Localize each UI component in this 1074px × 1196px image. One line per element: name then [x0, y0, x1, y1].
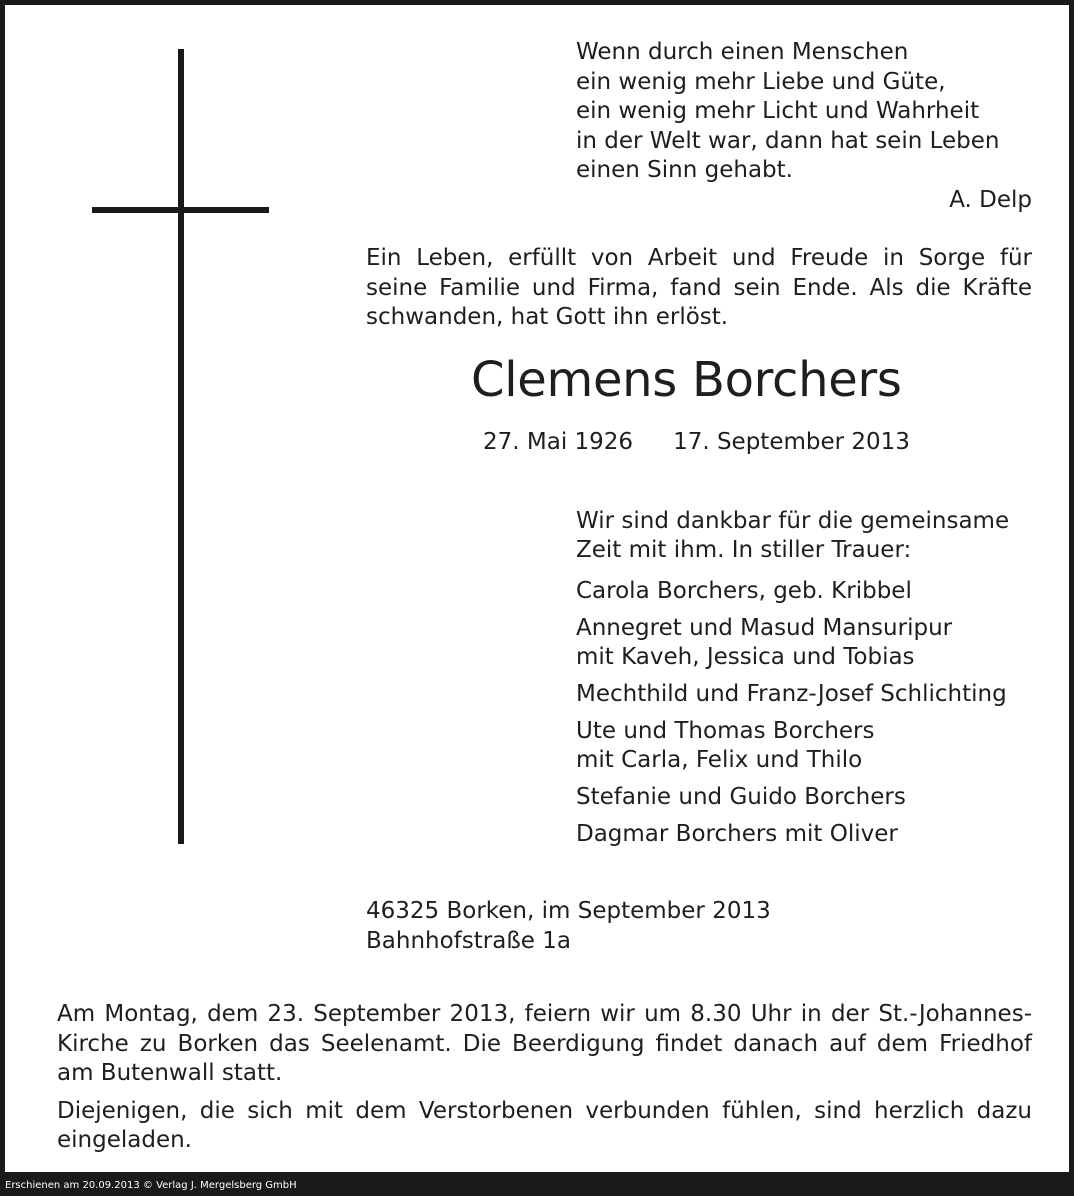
- mourner-line: Annegret und Masud Mansuripur: [576, 615, 953, 641]
- life-dates: [483, 427, 910, 457]
- mourner-entry: [576, 614, 1046, 672]
- thanks-line: Zeit mit ihm. In stiller Trauer:: [576, 537, 912, 563]
- mourner-line: mit Kaveh, Jessica und Tobias: [576, 644, 915, 670]
- mourner-entry: [576, 820, 1046, 849]
- quote-line: ein wenig mehr Licht und Wahrheit: [576, 98, 980, 124]
- quote-line: einen Sinn gehabt.: [576, 157, 793, 183]
- funeral-info: [57, 1000, 1032, 1164]
- birth-date: 27. Mai 1926: [483, 429, 634, 455]
- cross-icon-horizontal-bar: [92, 207, 269, 213]
- death-date: 17. September 2013: [673, 429, 910, 455]
- quote-line: Wenn durch einen Menschen: [576, 39, 909, 65]
- mourner-line: Ute und Thomas Borchers: [576, 718, 875, 744]
- quote-line: in der Welt war, dann hat sein Leben: [576, 127, 1000, 154]
- quote-author: A. Delp: [949, 186, 1032, 213]
- mourner-line: mit Carla, Felix und Thilo: [576, 747, 863, 773]
- quote-line: ein wenig mehr Liebe und Güte,: [576, 68, 946, 95]
- publication-footer: Erschienen am 20.09.2013 © Verlag J. Mergelsberg GmbH: [5, 1180, 297, 1191]
- mourners-list: [576, 577, 1046, 857]
- address-block: [366, 897, 771, 956]
- mourner-line: Carola Borchers, geb. Kribbel: [576, 578, 912, 604]
- cross-icon-vertical-bar: [178, 49, 184, 844]
- mourner-entry: [576, 783, 1046, 812]
- mourner-line: Mechthild und Franz-Josef Schlichting: [576, 681, 1007, 707]
- thanks-text: [576, 507, 1036, 565]
- funeral-paragraph: Diejenigen, die sich mit dem Verstorbenen verbunden fühlen, sind herzlich dazu eingeladen.: [57, 1097, 1032, 1153]
- mourner-entry: [576, 577, 1046, 606]
- quote-block: [576, 38, 1036, 215]
- address-line: 46325 Borken, im September 2013: [366, 898, 771, 924]
- mourner-line: Dagmar Borchers mit Oliver: [576, 821, 898, 847]
- address-line: Bahnhofstraße 1a: [366, 927, 572, 954]
- mourner-entry: [576, 717, 1046, 775]
- mourner-entry: [576, 680, 1046, 709]
- intro-text: Ein Leben, erfüllt von Arbeit und Freude in Sorge für seine Familie und Firma, fand sein Ende. Als die Kräfte schwanden, hat Gott ihn erlöst.: [366, 245, 1032, 330]
- deceased-name: Clemens Borchers: [471, 352, 902, 408]
- thanks-line: Wir sind dankbar für die gemeinsame: [576, 508, 1010, 534]
- mourner-line: Stefanie und Guido Borchers: [576, 784, 906, 810]
- obituary-notice: [5, 5, 1069, 1172]
- funeral-paragraph: Am Montag, dem 23. September 2013, feiern wir um 8.30 Uhr in der St.-Johannes-Kirche zu Borken das Seelenamt. Die Beerdigung findet danach auf dem Friedhof am Butenwall statt.: [57, 1001, 1032, 1086]
